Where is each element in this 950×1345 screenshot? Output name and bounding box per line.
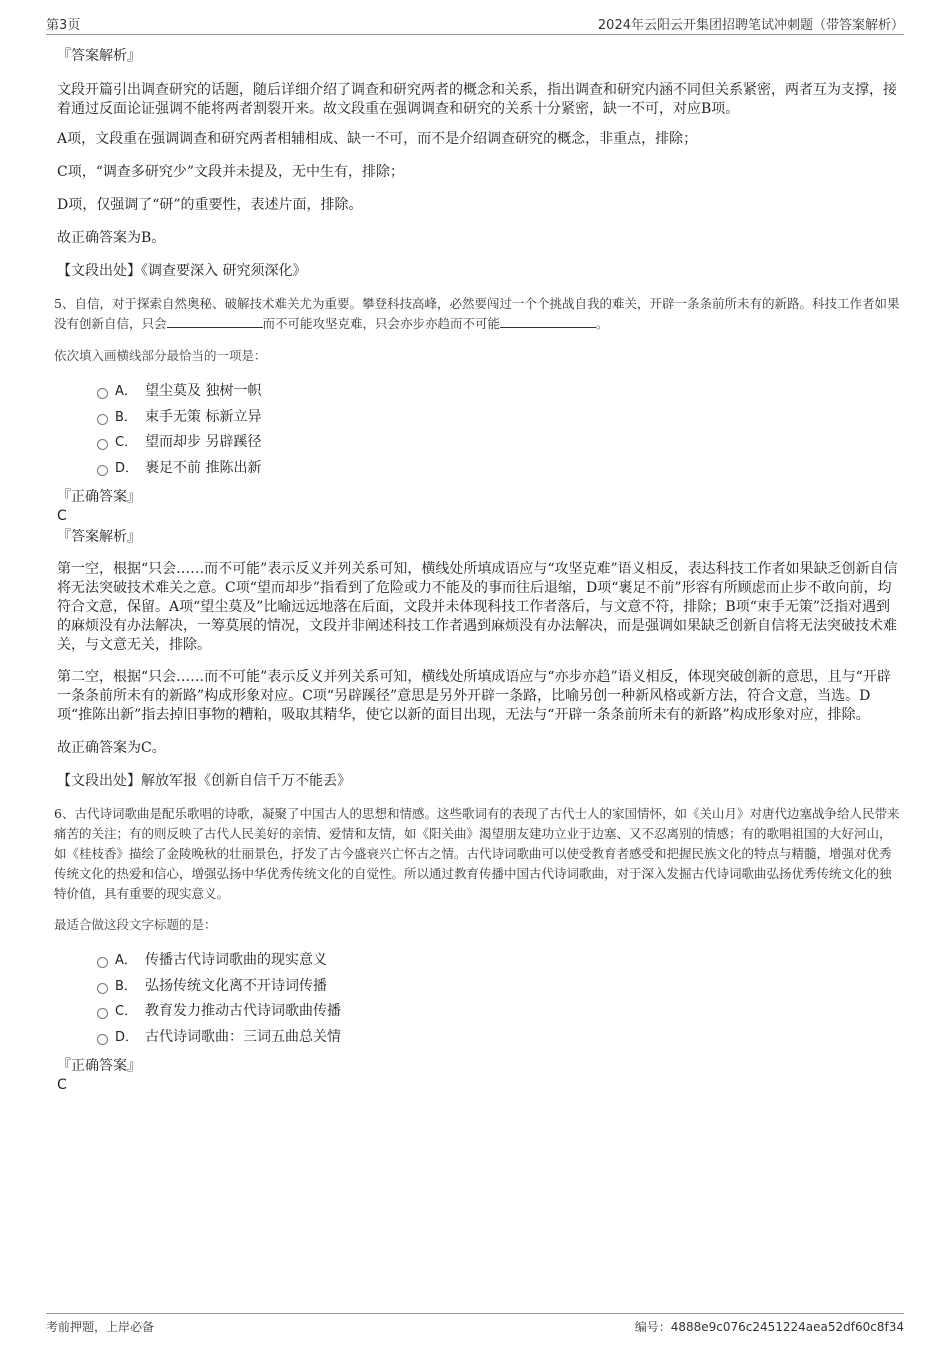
- q4-analysis-conclusion: 故正确答案为B。: [57, 230, 166, 246]
- footer-slogan: 考前押题，上岸必备: [46, 1320, 155, 1334]
- q4-analysis-p3: C项，“调查多研究少”文段并未提及，无中生有，排除；: [57, 164, 405, 180]
- page-footer: [46, 1313, 904, 1337]
- q6-prompt: 最适合做这段文字标题的是：: [54, 917, 217, 932]
- radio-icon[interactable]: [97, 465, 108, 476]
- q6-answer-tag: 『正确答案』: [57, 1058, 141, 1074]
- q5-option-a[interactable]: A． 望尘莫及 独树一帜: [57, 379, 902, 405]
- q5-analysis-p1: 第一空，根据“只会……而不可能”表示反义并列关系可知，横线处所填成语应与“攻坚克难”语义相反，表达科技工作者如果缺乏创新自信将无法突破技术难关之意。C项“望而却步”指看到了危险或力不能及的事而往后退缩，D项“裹足不前”形容有所顾虑而止步不敢向前，均符合文意，保留。A项“望尘莫及”比喻远远地落在后面，文段并未体现科技工作者落后，与文意不符，排除；B项“束手无策”泛指对遇到的麻烦没有办法解决，一筹莫展的情况，文段并非阐述科技工作者遇到麻烦没有办法解决，而是强调如果缺乏创新自信将无法突破技术难关，与文意无关，排除。: [57, 561, 898, 653]
- q5-question-text: 5、自信，对于探索自然奥秘、破解技术难关尤为重要。攀登科技高峰，必然要闯过一个个挑战自我的难关，开辟一条条前所未有的新路。科技工作者如果没有创新自信，只会 而不可能攻坚克难，只会亦步亦趋而不可能 。: [54, 296, 900, 331]
- q4-analysis-p2: A项，文段重在强调调查和研究两者相辅相成、缺一不可，而不是介绍调查研究的概念，非重点，排除；: [57, 131, 698, 147]
- q6-option-b[interactable]: B． 弘扬传统文化离不开诗词传播: [57, 974, 902, 1000]
- q6-option-d[interactable]: D． 古代诗词歌曲：三词五曲总关情: [57, 1025, 902, 1051]
- q5-source: 【文段出处】解放军报《创新自信千万不能丢》: [57, 773, 351, 789]
- q5-answer-tag: 『正确答案』: [57, 489, 141, 505]
- q5-analysis-tag: 『答案解析』: [57, 529, 141, 545]
- q5-prompt: 依次填入画横线部分最恰当的一项是：: [54, 348, 267, 363]
- q5-option-b[interactable]: B． 束手无策 标新立异: [57, 405, 902, 431]
- q4-source: 【文段出处】《调查要深入 研究须深化》: [57, 263, 307, 279]
- q4-analysis-tag: 『答案解析』: [57, 48, 141, 64]
- q5-options: [57, 379, 902, 481]
- q5-analysis-p2: 第二空，根据“只会……而不可能”表示反义并列关系可知，横线处所填成语应与“亦步亦趋”语义相反，体现突破创新的意思，且与“开辟一条条前所未有的新路”构成形象对应。C项“另辟蹊径”意思是另外开辟一条路，比喻另创一种新风格或新方法，符合文意，当选。D项“推陈出新”指去掉旧事物的糟粕，吸取其精华，使它以新的面目出现，无法与“开辟一条条前所未有的新路”构成形象对应，排除。: [57, 669, 891, 723]
- q6-option-c[interactable]: C． 教育发力推动古代诗词歌曲传播: [57, 999, 902, 1025]
- document-title: 2024年云阳云开集团招聘笔试冲刺题（带答案解析）: [597, 18, 904, 33]
- q6-options: [57, 948, 902, 1050]
- q5-blank-2: [500, 315, 596, 328]
- q4-analysis-p4: D项，仅强调了“研”的重要性，表述片面，排除。: [57, 197, 363, 213]
- q5-option-c[interactable]: C． 望而却步 另辟蹊径: [57, 430, 902, 456]
- radio-icon[interactable]: [97, 1034, 108, 1045]
- radio-icon[interactable]: [97, 414, 108, 425]
- page-content: [54, 46, 902, 1094]
- q6-question-text: 6、古代诗词歌曲是配乐歌唱的诗歌，凝聚了中国古人的思想和情感。这些歌词有的表现了古代士人的家国情怀，如《关山月》对唐代边塞战争给人民带来痛苦的关注；有的则反映了古代人民美好的亲情、爱情和友情，如《阳关曲》渴望朋友建功立业于边塞、又不忍离别的情感；有的歌唱祖国的大好河山，如《桂枝香》描绘了金陵晚秋的壮丽景色，抒发了古今盛衰兴亡怀古之情。古代诗词歌曲可以使受教育者感受和把握民族文化的特点与精髓，增强对优秀传统文化的热爱和信心，增强弘扬中华优秀传统文化的自觉性。所以通过教育传播中国古代诗词歌曲，对于深入发掘古代诗词歌曲弘扬优秀传统文化的独特价值，具有重要的现实意义。: [54, 806, 900, 901]
- radio-icon[interactable]: [97, 388, 108, 399]
- radio-icon[interactable]: [97, 957, 108, 968]
- page-number: 第3页: [46, 18, 81, 33]
- q5-analysis-conclusion: 故正确答案为C。: [57, 740, 166, 756]
- radio-icon[interactable]: [97, 1008, 108, 1019]
- document-code: 编号：4888e9c076c2451224aea52df60c8f34: [634, 1320, 904, 1334]
- q5-option-d[interactable]: D． 裹足不前 推陈出新: [57, 456, 902, 482]
- q5-blank-1: [167, 315, 263, 328]
- q4-analysis-p1: 文段开篇引出调查研究的话题，随后详细介绍了调查和研究两者的概念和关系，指出调查和研究内涵不同但关系紧密，两者互为支撑，接着通过反面论证强调不能将两者割裂开来。故文段重在强调调查和研究的关系十分紧密，缺一不可，对应B项。: [57, 82, 897, 117]
- q6-answer: C: [57, 1077, 67, 1093]
- q5-answer: C: [57, 508, 67, 524]
- page-header: [46, 14, 904, 35]
- radio-icon[interactable]: [97, 983, 108, 994]
- radio-icon[interactable]: [97, 439, 108, 450]
- q6-option-a[interactable]: A． 传播古代诗词歌曲的现实意义: [57, 948, 902, 974]
